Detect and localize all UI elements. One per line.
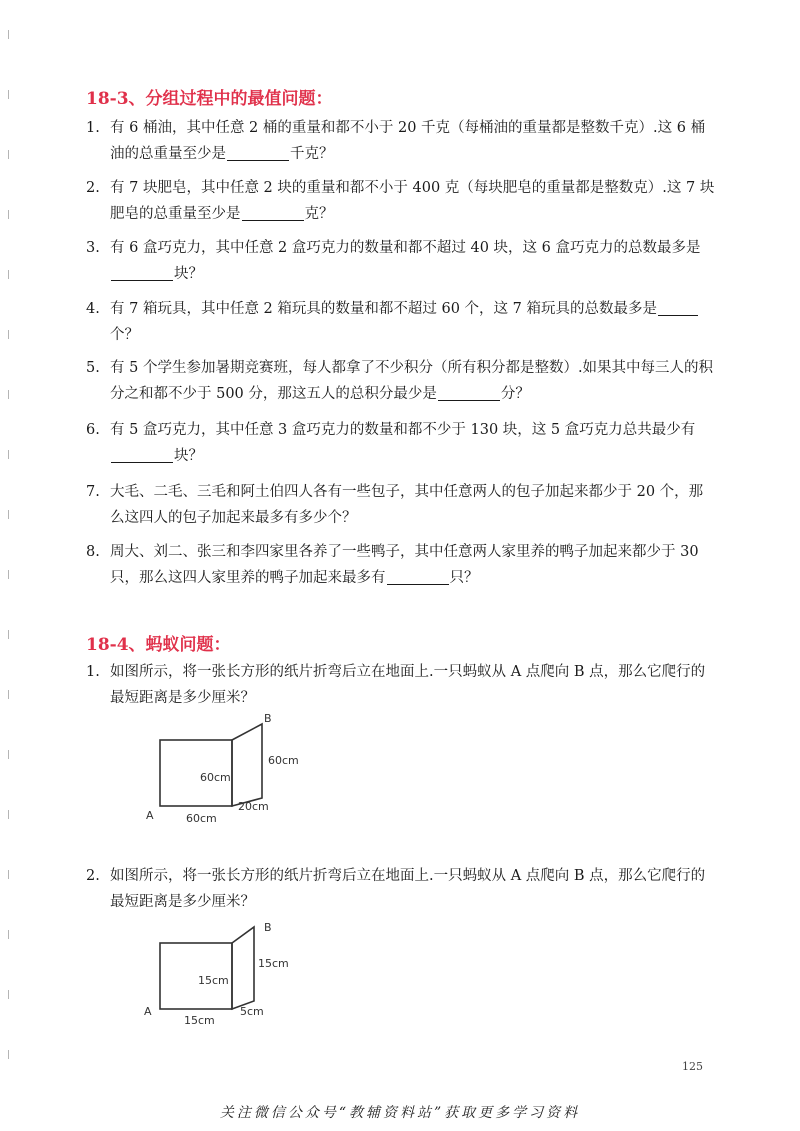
problem-18-4-2 [86,863,716,915]
section-title-18-4: 18-4、蚂蚁问题： [86,635,231,655]
folded-paper-figure-1 [140,712,320,832]
problem-18-3-1 [86,115,716,167]
side-depth-label: 20cm [238,800,269,813]
bottom-width-label: 60cm [186,812,217,825]
binding-margin-marks [8,30,12,1110]
problem-text: 如图所示，将一张长方形的纸片折弯后立在地面上.一只蚂蚁从 A 点爬向 B 点，那么它爬行的最短距离是多少厘米？ [110,868,706,910]
problem-number: 2. [86,180,100,196]
front-height-label: 60cm [200,771,231,784]
answer-blank [658,298,698,316]
bottom-width-label: 15cm [184,1014,215,1027]
problem-text: 有 6 桶油，其中任意 2 桶的重量和都不小于 20 千克（每桶油的重量都是整数千克）.这 6 桶油的总重量至少是 [110,120,706,162]
point-b-label: B [264,921,272,934]
problem-18-3-8 [86,539,716,591]
problem-text-end: 千克？ [290,146,334,162]
problem-text: 有 6 盒巧克力，其中任意 2 盒巧克力的数量和都不超过 40 块，这 6 盒巧克力的总数最多是 [110,240,701,256]
side-face [232,927,254,1009]
front-height-label: 15cm [198,974,229,987]
footer-watermark-text: 关注微信公众号“教辅资料站”获取更多学习资料 [219,1105,581,1121]
problem-number: 1. [86,664,100,680]
problem-text-end: 块？ [174,266,203,282]
problem-number: 4. [86,301,100,317]
side-height-label: 15cm [258,957,289,970]
problem-text-end: 只？ [449,570,479,586]
problem-number: 7. [86,484,100,500]
point-a-label: A [146,809,154,822]
problem-text: 有 7 箱玩具，其中任意 2 箱玩具的数量和都不超过 60 个，这 7 箱玩具的总数最多是 [110,301,657,317]
side-face [232,724,262,806]
problem-text: 有 5 个学生参加暑期竞赛班，每人都拿了不少积分（所有积分都是整数）.如果其中每三人的积分之和都不少于 500 分，那这五人的总积分最少是 [110,360,714,402]
folded-paper-figure-2 [140,915,320,1035]
answer-blank [387,567,449,585]
folded-paper-diagram [140,712,320,832]
problem-18-3-4 [86,296,716,348]
problem-18-3-7 [86,479,716,531]
problem-18-3-6 [86,417,716,469]
answer-blank [438,383,500,401]
answer-blank [242,203,304,221]
answer-blank [111,263,173,281]
problem-text-end: 分？ [500,386,530,402]
page-number: 125 [682,1060,703,1073]
problem-text: 如图所示，将一张长方形的纸片折弯后立在地面上.一只蚂蚁从 A 点爬向 B 点，那么它爬行的最短距离是多少厘米？ [110,664,706,706]
problem-text-end: 个？ [110,327,139,343]
problem-text: 有 7 块肥皂，其中任意 2 块的重量和都不小于 400 克（每块肥皂的重量都是整数克）.这 7 块肥皂的总重量至少是 [110,180,715,222]
point-a-label: A [144,1005,152,1018]
point-b-label: B [264,712,272,725]
problem-text-end: 块？ [174,448,203,464]
problem-number: 2. [86,868,100,884]
problem-number: 8. [86,544,100,560]
side-depth-label: 5cm [240,1005,264,1018]
problem-text: 周大、刘二、张三和李四家里各养了一些鸭子，其中任意两人家里养的鸭子加起来都少于 30 只，那么这四人家里养的鸭子加起来最多有 [110,544,699,586]
problem-text-end: 克？ [304,206,334,222]
problem-text: 大毛、二毛、三毛和阿土伯四人各有一些包子，其中任意两人的包子加起来都少于 20 个，那么这四人的包子加起来最多有多少个？ [110,484,704,526]
side-height-label: 60cm [268,754,299,767]
problem-number: 3. [86,240,100,256]
problem-number: 1. [86,120,100,136]
section-title-18-3: 18-3、分组过程中的最值问题： [86,89,333,109]
answer-blank [227,143,289,161]
problem-number: 5. [86,360,100,376]
problem-18-3-2 [86,175,716,227]
problem-18-3-3 [86,235,716,287]
problem-text: 有 5 盒巧克力，其中任意 3 盒巧克力的数量和都不少于 130 块，这 5 盒巧克力总共最少有 [110,422,696,438]
problem-number: 6. [86,422,100,438]
problem-18-3-5 [86,355,716,407]
folded-paper-diagram [140,915,320,1035]
problem-18-4-1 [86,659,716,711]
answer-blank [111,445,173,463]
